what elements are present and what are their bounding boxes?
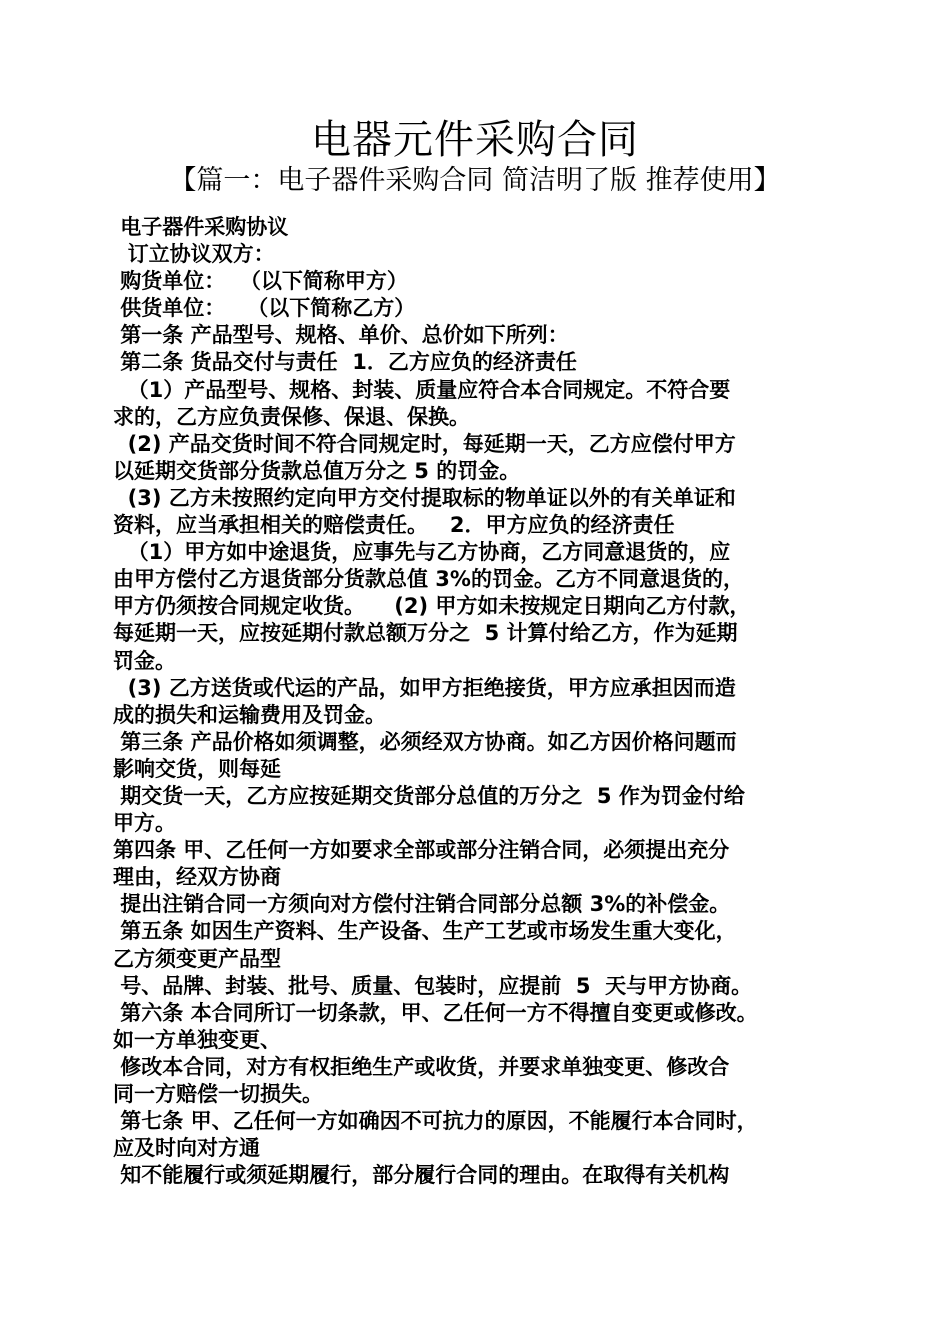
body-line: 提出注销合同一方须向对方偿付注销合同部分总额 3%的补偿金。 xyxy=(113,892,731,917)
document-body xyxy=(113,214,843,1189)
body-line: 以延期交货部分货款总值万分之 5 的罚金。 xyxy=(113,458,521,483)
body-line: (2) 产品交货时间不符合同规定时，每延期一天，乙方应偿付甲方 xyxy=(113,431,736,456)
body-line: 第四条 甲、乙任何一方如要求全部或部分注销合同，必须提出充分 xyxy=(113,838,730,863)
body-line: 第二条 货品交付与责任 1．乙方应负的经济责任 xyxy=(113,350,577,375)
body-line: 第三条 产品价格如须调整，必须经双方协商。如乙方因价格问题而 xyxy=(113,729,737,754)
body-line: 第一条 产品型号、规格、单价、总价如下所列： xyxy=(113,323,569,348)
body-line: 甲方。 xyxy=(113,811,176,836)
body-line: (3) 乙方送货或代运的产品，如甲方拒绝接货，甲方应承担因而造 xyxy=(113,675,736,700)
body-line: 罚金。 xyxy=(113,648,176,673)
body-line: 甲方仍须按合同规定收货。 (2) 甲方如未按规定日期向乙方付款， xyxy=(113,594,751,619)
body-line: 资料，应当承担相关的赔偿责任。 2．甲方应负的经济责任 xyxy=(113,513,675,538)
body-line: 成的损失和运输费用及罚金。 xyxy=(113,702,386,727)
body-line: 由甲方偿付乙方退货部分货款总值 3%的罚金。乙方不同意退货的， xyxy=(113,567,744,592)
body-line: 影响交货，则每延 xyxy=(113,756,281,781)
body-line: 购货单位： （以下简称甲方） xyxy=(113,269,408,294)
body-line: （1）甲方如中途退货，应事先与乙方协商，乙方同意退货的，应 xyxy=(113,540,731,565)
document-title: 电器元件采购合同 xyxy=(311,117,639,163)
body-line: 理由，经双方协商 xyxy=(113,865,281,890)
body-line: 每延期一天，应按延期付款总额万分之 5 计算付给乙方，作为延期 xyxy=(113,621,738,646)
body-line: 求的，乙方应负责保修、保退、保换。 xyxy=(113,404,470,429)
body-line: 期交货一天，乙方应按延期交货部分总值的万分之 5 作为罚金付给 xyxy=(113,783,745,808)
body-line: 第七条 甲、乙任何一方如确因不可抗力的原因，不能履行本合同时， xyxy=(113,1109,758,1134)
body-line: 电子器件采购协议 xyxy=(113,215,289,239)
body-line: （1）产品型号、规格、封装、质量应符合本合同规定。不符合要 xyxy=(113,377,731,402)
body-line: 供货单位： （以下简称乙方） xyxy=(113,296,416,321)
body-line: 知不能履行或须延期履行，部分履行合同的理由。在取得有关机构 xyxy=(113,1163,730,1188)
body-line: 号、品牌、封装、批号、质量、包装时，应提前 5 天与甲方协商。 xyxy=(113,973,753,998)
body-line: 应及时向对方通 xyxy=(113,1136,260,1161)
body-line: 第五条 如因生产资料、生产设备、生产工艺或市场发生重大变化， xyxy=(113,919,737,944)
body-line: 第六条 本合同所订一切条款，甲、乙任何一方不得擅自变更或修改。 xyxy=(113,1000,758,1025)
body-line: (3) 乙方未按照约定向甲方交付提取标的物单证以外的有关单证和 xyxy=(113,485,736,510)
body-line: 订立协议双方： xyxy=(113,242,275,267)
body-line: 如一方单独变更、 xyxy=(113,1027,281,1052)
body-line: 同一方赔偿一切损失。 xyxy=(113,1082,323,1106)
document-subtitle: 【篇一：电子器件采购合同 简洁明了版 推荐使用】 xyxy=(169,165,781,196)
body-line: 乙方须变更产品型 xyxy=(113,946,281,971)
body-line: 修改本合同，对方有权拒绝生产或收货，并要求单独变更、修改合 xyxy=(113,1054,730,1079)
